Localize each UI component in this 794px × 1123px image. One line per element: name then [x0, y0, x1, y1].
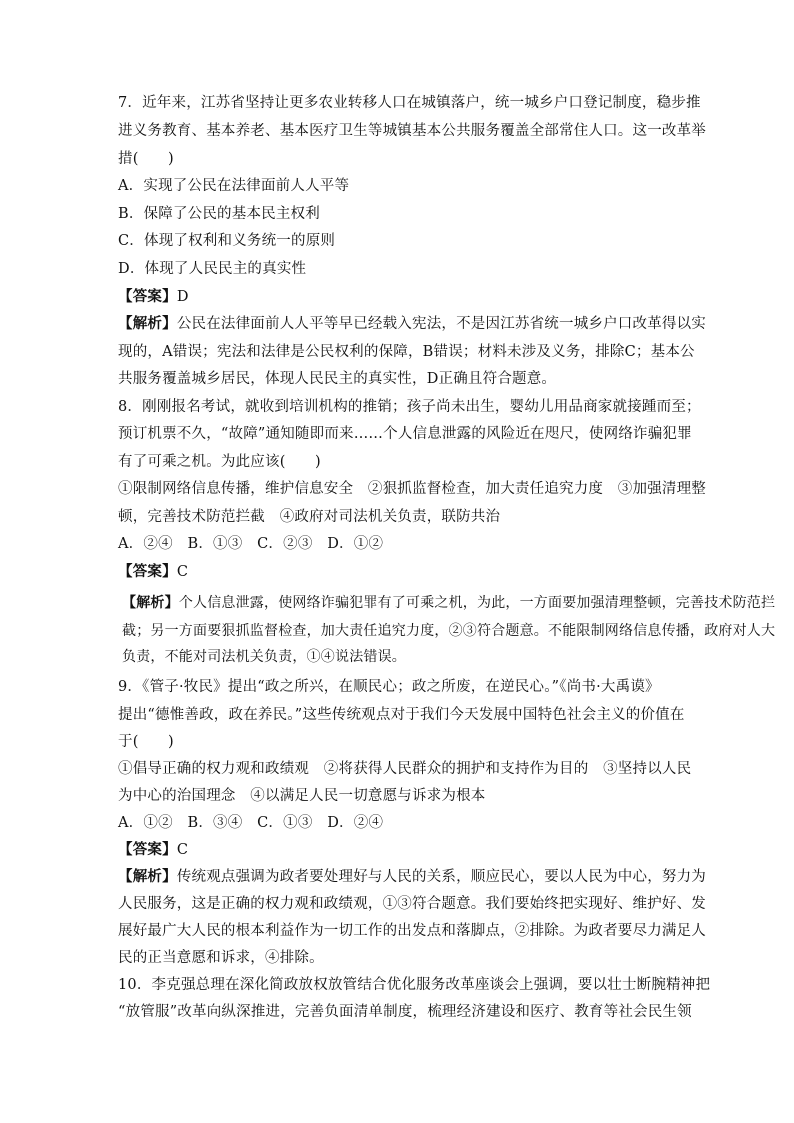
q8-statements-line-2: 顿，完善技术防范拦截 ④政府对司法机关负责，联防共治	[118, 509, 501, 525]
q8-stem-line-2: 预订机票不久，“故障”通知随即而来……个人信息泄露的风险近在咫尺，使网络诈骗犯罪	[118, 426, 692, 442]
q9-analysis-line-4: 民的正当意愿和诉求，④排除。	[118, 950, 324, 966]
q7-analysis-line-1	[118, 314, 706, 334]
q9-answer	[118, 840, 188, 860]
analysis-label: 【解析】	[122, 595, 179, 611]
q10-stem-line-1: 10．李克强总理在深化简政放权放管结合优化服务改革座谈会上强调，要以壮士断腕精神把	[118, 977, 711, 993]
q7-option-c: C．体现了权利和义务统一的原则	[118, 233, 336, 249]
q7-answer	[118, 287, 189, 307]
q7-stem-line-2: 进义务教育、基本养老、基本医疗卫生等城镇基本公共服务覆盖全部常住人口。这一改革举	[118, 123, 706, 139]
q8-analysis-line-1	[122, 593, 775, 613]
q9-options: A．①② B．③④ C．①③ D．②④	[118, 815, 384, 831]
q7-analysis-line-3: 共服务覆盖城乡居民，体现人民民主的真实性，D正确且符合题意。	[118, 371, 557, 387]
q9-analysis-line-1	[118, 867, 706, 887]
q8-analysis-line-3: 负责，不能对司法机关负责，①④说法错误。	[122, 649, 406, 665]
q8-answer	[118, 562, 188, 582]
q9-statements-line-1: ①倡导正确的权力观和政绩观 ②将获得人民群众的拥护和支持作为目的 ③坚持以人民	[118, 761, 692, 777]
q7-analysis-line-2: 现的，A错误；宪法和法律是公民权利的保障，B错误；材料未涉及义务，排除C；基本公	[118, 344, 695, 360]
analysis-text: 个人信息泄露，使网络诈骗犯罪有了可乘之机，为此，一方面要加强清理整顿，完善技术防范拦	[178, 595, 776, 611]
answer-label: 【答案】	[118, 563, 177, 580]
analysis-text: 传统观点强调为政者要处理好与人民的关系，顺应民心，要以人民为中心，努力为	[176, 869, 707, 885]
q8-stem-line-3: 有了可乘之机。为此应该( )	[118, 454, 321, 470]
q9-statements-line-2: 为中心的治国理念 ④以满足人民一切意愿与诉求为根本	[118, 788, 486, 804]
answer-value: D	[176, 289, 189, 305]
q9-stem-line-3: 于( )	[118, 734, 174, 750]
q7-stem-line-1: 7．近年来，江苏省坚持让更多农业转移人口在城镇落户，统一城乡户口登记制度，稳步推	[118, 95, 701, 111]
q8-statements-line-1: ①限制网络信息传播，维护信息安全 ②狠抓监督检查，加大责任追究力度 ③加强清理整	[118, 481, 706, 497]
q8-options: A．②④ B．①③ C．②③ D．①②	[118, 536, 384, 552]
analysis-text: 公民在法律面前人人平等早已经载入宪法，不是因江苏省统一城乡户口改革得以实	[176, 316, 707, 332]
q7-option-b: B．保障了公民的基本民主权利	[118, 206, 320, 222]
q9-analysis-line-2: 人民服务，这是正确的权力观和政绩观，①③符合题意。我们要始终把实现好、维护好、发	[118, 896, 706, 912]
answer-value: C	[176, 564, 189, 580]
answer-label: 【答案】	[118, 288, 177, 305]
q7-option-d: D．体现了人民民主的真实性	[118, 261, 307, 277]
q9-stem-line-2: 提出“德惟善政，政在养民。”这些传统观点对于我们今天发展中国特色社会主义的价值在	[118, 707, 685, 723]
q7-option-a: A．实现了公民在法律面前人人平等	[118, 178, 350, 194]
analysis-label: 【解析】	[118, 315, 177, 332]
q8-stem-line-1: 8．刚刚报名考试，就收到培训机构的推销；孩子尚未出生，婴幼儿用品商家就接踵而至；	[118, 399, 701, 415]
q9-analysis-line-3: 展好最广大人民的根本利益作为一切工作的出发点和落脚点，②排除。为政者要尽力满足人	[118, 923, 706, 939]
q8-analysis-line-2: 截；另一方面要狠抓监督检查，加大责任追究力度，②③符合题意。不能限制网络信息传播，政府对人大	[122, 623, 776, 639]
q7-stem-line-3: 措( )	[118, 151, 174, 167]
analysis-label: 【解析】	[118, 868, 177, 885]
answer-value: C	[176, 842, 189, 858]
answer-label: 【答案】	[118, 841, 177, 858]
q9-stem-line-1: 9．《管子·牧民》提出“政之所兴，在顺民心；政之所废，在逆民心。”《尚书·大禹谟》	[118, 679, 660, 695]
q10-stem-line-2: “放管服”改革向纵深推进，完善负面清单制度，梳理经济建设和医疗、教育等社会民生领	[118, 1004, 692, 1020]
